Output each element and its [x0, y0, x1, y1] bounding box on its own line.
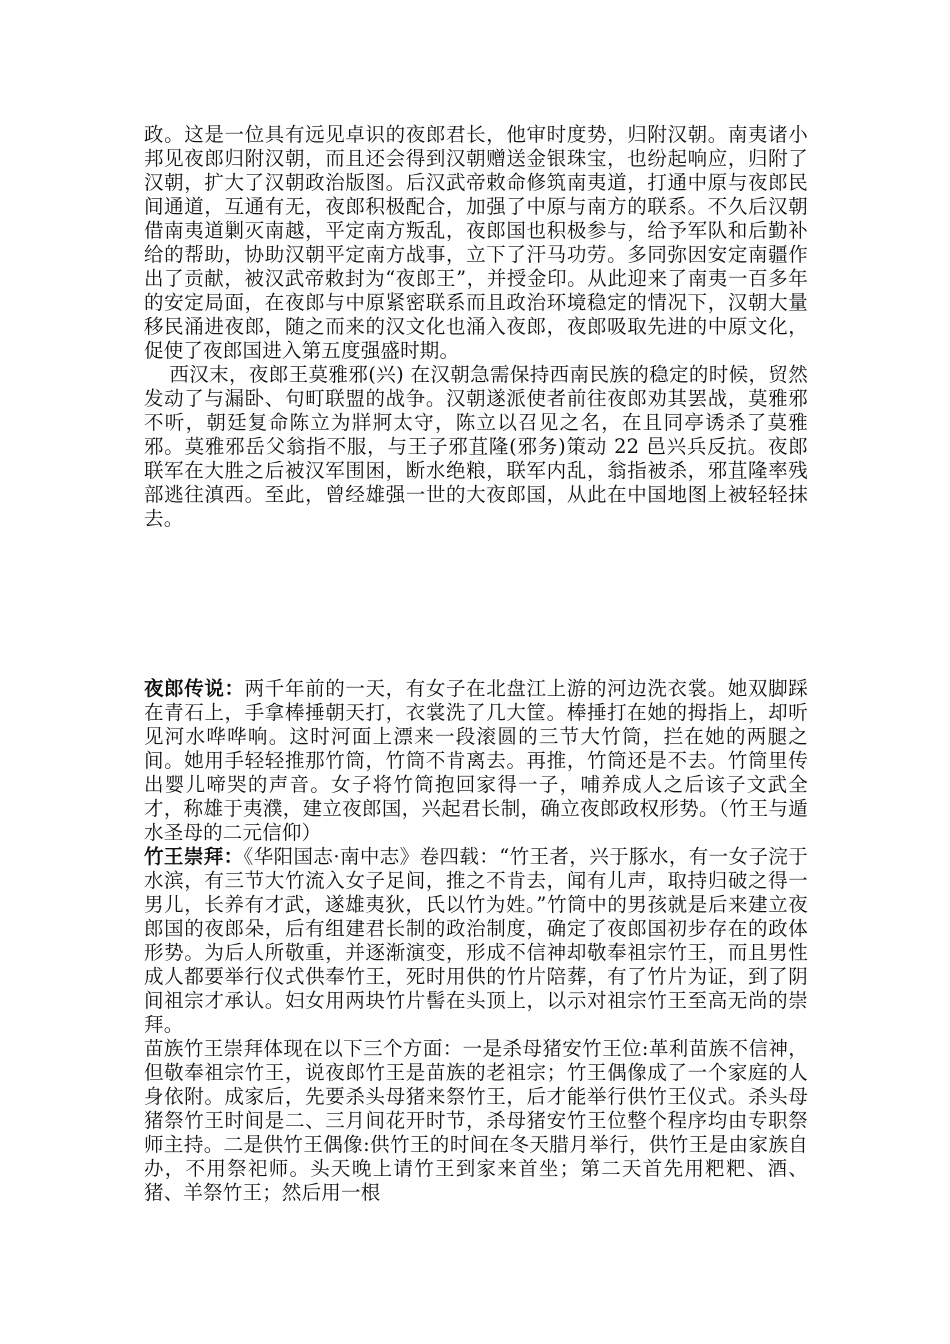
worship-paragraph [144, 845, 808, 1037]
legend-term: 夜郎传说： [144, 677, 245, 700]
legend-paragraph [144, 677, 808, 845]
worship-text: 《华阳国志·南中志》卷四载：“竹王者，兴于豚水，有一女子浣于水滨，有三节大竹流入女子足间，推之不肯去，闻有儿声，取持归破之得一男儿，长养有才武，遂雄夷狄，氏以竹为姓。”竹筒中的男孩就是后来建立夜郎国的夜郎朵，后有组建君长制的政治制度，确定了夜郎国初步存在的政体形势。为后人所敬重，并逐渐演变，形成不信神却敬奉祖宗竹王，而且男性成人都要举行仪式供奉竹王，死时用供的竹片陪葬，有了竹片为证，到了阴间祖宗才承认。妇女用两块竹片髻在头顶上，以示对祖宗竹王至高无尚的崇拜。 [144, 845, 808, 1036]
worship-term: 竹王崇拜： [144, 845, 244, 868]
history-paragraph-1: 政。这是一位具有远见卓识的夜郎君长，他审时度势，归附汉朝。南夷诸小邦见夜郎归附汉朝，而且还会得到汉朝赠送金银珠宝，也纷起响应，归附了汉朝，扩大了汉朝政治版图。后汉武帝敕命修筑南夷道，打通中原与夜郎民间通道，互通有无，夜郎积极配合，加强了中原与南方的联系。不久后汉朝借南夷道剿灭南越，平定南方叛乱，夜郎国也积极参与，给予军队和后勤补给的帮助，协助汉朝平定南方战事，立下了汗马功劳。多同弥因安定南疆作出了贡献，被汉武帝敕封为“夜郎王”，并授金印。从此迎来了南夷一百多年的安定局面，在夜郎与中原紧密联系而且政治环境稳定的情况下，汉朝大量移民涌进夜郎，随之而来的汉文化也涌入夜郎，夜郎吸取先进的中原文化，促使了夜郎国进入第五度强盛时期。 [144, 123, 808, 362]
history-paragraph-2: 西汉末，夜郎王莫雅邪(兴) 在汉朝急需保持西南民族的稳定的时候，贸然发动了与漏卧、句町联盟的战争。汉朝遂派使者前往夜郎劝其罢战，莫雅邪不听，朝廷复命陈立为牂牁太守，陈立以召见之名，在且同亭诱杀了莫雅邪。莫雅邪岳父翁指不服，与王子邪苴隆(邪务)策动 22 邑兴兵反抗。夜郎联军在大胜之后被汉军围困，断水绝粮，联军内乱，翁指被杀，邪苴隆率残部逃往滇西。至此，曾经雄强一世的大夜郎国，从此在中国地图上被轻轻抹去。 [144, 363, 808, 530]
legend-section [144, 677, 808, 1205]
legend-text: 两千年前的一天，有女子在北盘江上游的河边洗衣裳。她双脚踩在青石上，手拿棒捶朝天打，衣裳洗了几大筐。棒捶打在她的拇指上，却听见河水哗哗响。这时河面上漂来一段滚圆的三节大竹筒，拦在她的两腿之间。她用手轻轻推那竹筒，竹筒不肯离去。再推，竹筒还是不去。竹筒里传出婴儿啼哭的声音。女子将竹筒抱回家得一子，哺养成人之后该子文武全才，称雄于夷濮，建立夜郎国，兴起君长制，确立夜郎政权形势。（竹王与遁水圣母的二元信仰） [144, 677, 808, 844]
history-section [144, 123, 808, 531]
miao-worship-paragraph: 苗族竹王崇拜体现在以下三个方面：一是杀母猪安竹王位:革利苗族不信神，但敬奉祖宗竹王，说夜郎竹王是苗族的老祖宗；竹王偶像成了一个家庭的人身依附。成家后，先要杀头母猪来祭竹王，后才能举行供竹王仪式。杀头母猪祭竹王时间是二、三月间花开时节，杀母猪安竹王位整个程序均由专职祭师主持。二是供竹王偶像:供竹王的时间在冬天腊月举行，供竹王是由家族自办，不用祭祀师。头天晚上请竹王到家来首坐；第二天首先用粑粑、酒、猪、羊祭竹王；然后用一根 [144, 1037, 808, 1204]
